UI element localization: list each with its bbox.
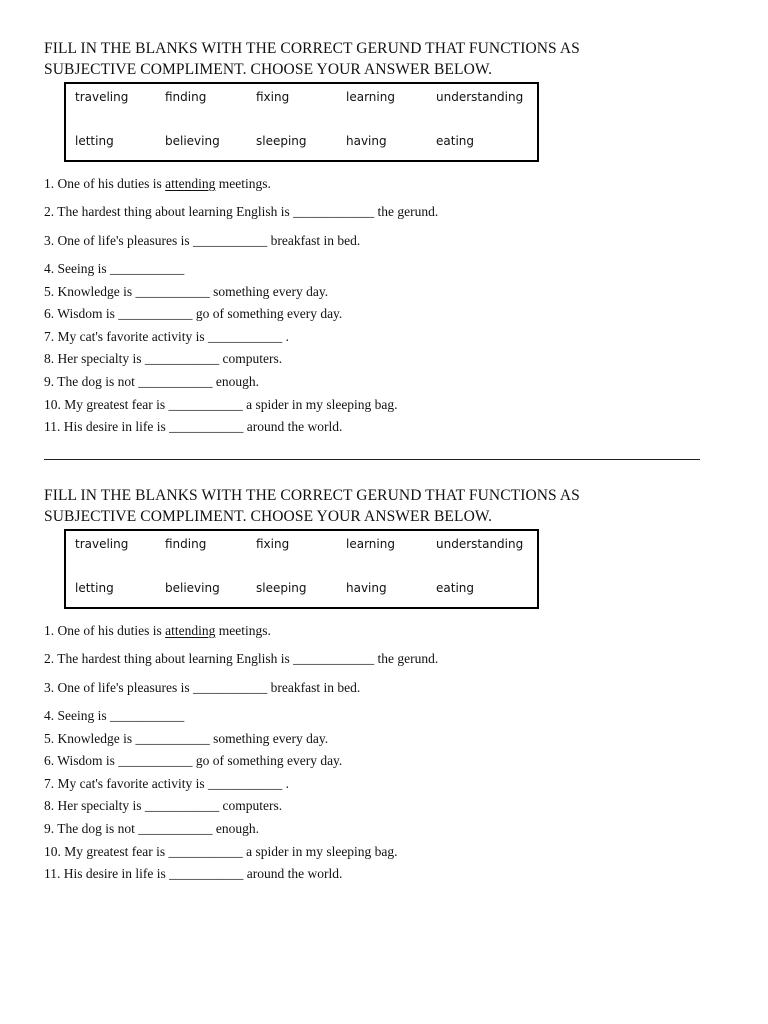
- word-bank-item: having: [346, 581, 387, 595]
- example-before: 1. One of his duties is: [44, 176, 166, 191]
- example-answer: attending: [165, 623, 216, 638]
- word-bank-item: fixing: [256, 90, 290, 104]
- instructions-heading: [44, 485, 724, 527]
- sentence-2: 2. The hardest thing about learning English is ____________ the gerund.: [44, 204, 439, 219]
- heading-line-1: FILL IN THE BLANKS WITH THE CORRECT GERUND THAT FUNCTIONS AS: [44, 487, 580, 504]
- word-bank-item: fixing: [256, 537, 290, 551]
- sentence-3: 3. One of life's pleasures is ___________ breakfast in bed.: [44, 233, 361, 248]
- sentence-11: 11. His desire in life is ___________ around the world.: [44, 866, 343, 881]
- word-bank-item: sleeping: [256, 134, 307, 148]
- sentence-4: 4. Seeing is ___________: [44, 261, 185, 276]
- word-bank-item: understanding: [436, 537, 524, 551]
- sentence-6: 6. Wisdom is ___________ go of something every day.: [44, 306, 343, 321]
- example-sentence: [44, 623, 271, 639]
- heading-line-2: SUBJECTIVE COMPLIMENT. CHOOSE YOUR ANSWER BELOW.: [44, 508, 493, 525]
- sentence-11: 11. His desire in life is ___________ around the world.: [44, 419, 343, 434]
- sentence-8: 8. Her specialty is ___________ computers.: [44, 798, 283, 813]
- word-bank-box: [64, 529, 539, 609]
- example-after: meetings.: [215, 623, 271, 638]
- sentence-2: 2. The hardest thing about learning English is ____________ the gerund.: [44, 651, 439, 666]
- sentence-10: 10. My greatest fear is ___________ a spider in my sleeping bag.: [44, 397, 398, 412]
- sentence-4: 4. Seeing is ___________: [44, 708, 185, 723]
- sentence-5: 5. Knowledge is ___________ something every day.: [44, 731, 329, 746]
- sentence-7: 7. My cat's favorite activity is ___________ .: [44, 776, 290, 791]
- word-bank-item: letting: [75, 134, 114, 148]
- word-bank-item: eating: [436, 134, 474, 148]
- word-bank-item: traveling: [75, 537, 129, 551]
- example-answer: attending: [165, 176, 216, 191]
- sentence-3: 3. One of life's pleasures is ___________ breakfast in bed.: [44, 680, 361, 695]
- instructions-heading: [44, 38, 724, 80]
- word-bank-item: finding: [165, 537, 207, 551]
- word-bank-item: having: [346, 134, 387, 148]
- word-bank-item: learning: [346, 90, 395, 104]
- heading-line-1: FILL IN THE BLANKS WITH THE CORRECT GERUND THAT FUNCTIONS AS: [44, 40, 580, 57]
- word-bank-box: [64, 82, 539, 162]
- word-bank-item: traveling: [75, 90, 129, 104]
- heading-line-2: SUBJECTIVE COMPLIMENT. CHOOSE YOUR ANSWER BELOW.: [44, 61, 493, 78]
- word-bank-item: finding: [165, 90, 207, 104]
- word-bank-item: believing: [165, 581, 220, 595]
- sentence-5: 5. Knowledge is ___________ something every day.: [44, 284, 329, 299]
- example-sentence: [44, 176, 271, 192]
- section-divider: [44, 459, 700, 460]
- word-bank-item: learning: [346, 537, 395, 551]
- sentence-9: 9. The dog is not ___________ enough.: [44, 821, 259, 836]
- sentence-7: 7. My cat's favorite activity is ___________ .: [44, 329, 290, 344]
- sentence-8: 8. Her specialty is ___________ computers.: [44, 351, 283, 366]
- word-bank-item: sleeping: [256, 581, 307, 595]
- word-bank-item: letting: [75, 581, 114, 595]
- example-after: meetings.: [215, 176, 271, 191]
- sentence-6: 6. Wisdom is ___________ go of something every day.: [44, 753, 343, 768]
- sentence-9: 9. The dog is not ___________ enough.: [44, 374, 259, 389]
- word-bank-item: eating: [436, 581, 474, 595]
- word-bank-item: believing: [165, 134, 220, 148]
- word-bank-item: understanding: [436, 90, 524, 104]
- example-before: 1. One of his duties is: [44, 623, 166, 638]
- sentence-10: 10. My greatest fear is ___________ a spider in my sleeping bag.: [44, 844, 398, 859]
